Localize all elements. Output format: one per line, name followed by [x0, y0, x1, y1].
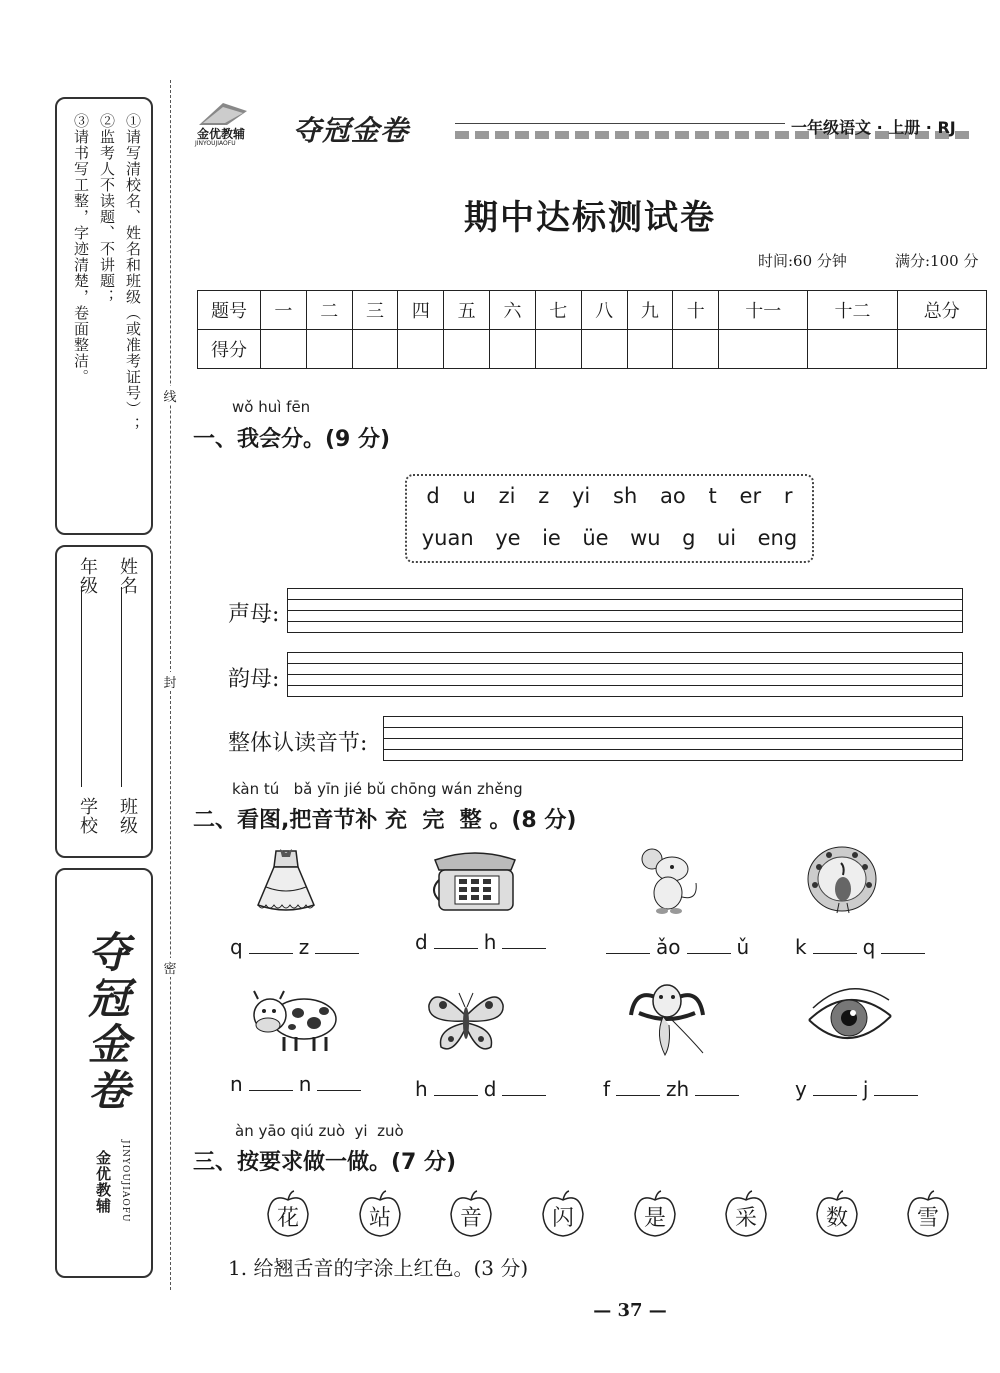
score-cell: 七: [535, 291, 581, 330]
answer-blank[interactable]: [249, 1072, 293, 1091]
cut-label-1: 线: [160, 386, 180, 405]
class-line[interactable]: [121, 687, 122, 787]
pinyin-item: ye: [495, 526, 521, 550]
pinyin-item: zi: [498, 484, 516, 508]
score-input[interactable]: [627, 330, 673, 369]
section2-title: 二、看图,把音节补 充 完 整 。(8 分): [193, 808, 577, 833]
header-bar: [185, 95, 975, 155]
book-logo-icon: [193, 97, 253, 127]
notice-line-2: ②监考人不读题、不讲题；: [98, 113, 116, 305]
kite-icon: [625, 975, 710, 1060]
section1-pinyin: wǒ huì fēn: [232, 398, 311, 416]
q-item-1: q z: [230, 935, 365, 959]
q-item-7: f zh: [603, 1077, 745, 1101]
page-number: — 37 —: [593, 1300, 667, 1321]
side-brand-small-en: JINYOUJIAOFU: [120, 1140, 130, 1223]
pinyin-item: yi: [571, 484, 591, 508]
notice-line-3: ③请书写工整，字迹清楚，卷面整洁。: [72, 113, 90, 385]
label-yunmu: 韵母:: [228, 667, 280, 692]
score-cell: 十: [673, 291, 719, 330]
score-input[interactable]: [352, 330, 398, 369]
butterfly-icon: [425, 985, 507, 1057]
score-table: [197, 290, 987, 369]
answer-blank[interactable]: [606, 935, 650, 954]
field-class: 班级: [117, 797, 138, 835]
apple-char[interactable]: 数: [814, 1190, 860, 1234]
score-cell: 总分: [897, 291, 986, 330]
apple-char[interactable]: 采: [723, 1190, 769, 1234]
score-cell: 二: [306, 291, 352, 330]
score-value-row: [198, 330, 987, 369]
apple-char[interactable]: 是: [632, 1190, 678, 1234]
pinyin-item: u: [462, 484, 476, 508]
pinyin-row-1: [407, 484, 812, 508]
writing-box-zhengti[interactable]: [383, 716, 963, 761]
header-rule: [455, 123, 785, 124]
notice-panel: [55, 97, 153, 535]
section3-title: 三、按要求做一做。(7 分): [193, 1150, 457, 1175]
side-brand-big: 夺冠金卷: [82, 930, 131, 1114]
exam-full: 满分:100 分: [895, 252, 979, 270]
score-header-row: [198, 291, 987, 330]
answer-blank[interactable]: [434, 930, 478, 949]
pinyin-item: ie: [542, 526, 561, 550]
answer-blank[interactable]: [813, 1077, 857, 1096]
answer-blank[interactable]: [695, 1077, 739, 1096]
score-cell: 六: [490, 291, 536, 330]
cut-label-3: 密: [160, 958, 180, 977]
field-name: 姓名: [117, 557, 138, 595]
name-line[interactable]: [121, 587, 122, 687]
q-item-4: k q: [795, 935, 931, 959]
pinyin-item: sh: [613, 484, 638, 508]
header-brand-big: 夺冠金卷: [293, 114, 410, 147]
score-input[interactable]: [490, 330, 536, 369]
score-cell: 题号: [198, 291, 261, 330]
q-item-2: d h: [415, 930, 552, 954]
pinyin-item: g: [682, 526, 696, 550]
score-input[interactable]: [398, 330, 444, 369]
field-grade: 年级: [77, 557, 98, 595]
q-item-8: y j: [795, 1077, 924, 1101]
answer-blank[interactable]: [434, 1077, 478, 1096]
answer-blank[interactable]: [616, 1077, 660, 1096]
apple-char[interactable]: 音: [448, 1190, 494, 1234]
answer-blank[interactable]: [249, 935, 293, 954]
score-cell: 五: [444, 291, 490, 330]
skirt-icon: [250, 845, 322, 915]
q-item-5: n n: [230, 1072, 367, 1096]
pinyin-item: yuan: [421, 526, 474, 550]
score-input[interactable]: [444, 330, 490, 369]
notice-line-1: ①请写清校名、姓名和班级（或准考证号）；: [124, 113, 142, 433]
writing-box-yunmu[interactable]: [287, 652, 963, 697]
writing-box-shengmu[interactable]: [287, 588, 963, 633]
pinyin-item: t: [708, 484, 717, 508]
apple-char[interactable]: 雪: [905, 1190, 951, 1234]
score-cell: 九: [627, 291, 673, 330]
section3-q1: 1. 给翘舌音的字涂上红色。(3 分): [228, 1256, 529, 1280]
exam-time: 时间:60 分钟: [758, 252, 847, 270]
notice-lines: [123, 113, 143, 523]
cut-label-2: 封: [160, 672, 180, 691]
answer-blank[interactable]: [315, 935, 359, 954]
answer-blank[interactable]: [813, 935, 857, 954]
pinyin-item: r: [783, 484, 793, 508]
section1-title: 一、我会分。(9 分): [193, 427, 391, 452]
answer-blank[interactable]: [874, 1077, 918, 1096]
score-cell: 四: [398, 291, 444, 330]
apple-char[interactable]: 花: [265, 1190, 311, 1234]
mouse-icon: [638, 845, 703, 917]
pinyin-item: ui: [716, 526, 737, 550]
pinyin-item: z: [538, 484, 550, 508]
score-input[interactable]: [897, 330, 986, 369]
score-cell: 一: [261, 291, 307, 330]
section2-pinyin: kàn tú bǎ yīn jié bǔ chōng wán zhěng: [232, 780, 523, 798]
grade-line[interactable]: [81, 587, 82, 687]
field-school: 学校: [77, 797, 98, 835]
score-cell: 八: [581, 291, 627, 330]
section3-pinyin: àn yāo qiú zuò yi zuò: [235, 1122, 404, 1140]
score-input[interactable]: [673, 330, 719, 369]
school-line[interactable]: [81, 687, 82, 787]
apple-char[interactable]: 站: [357, 1190, 403, 1234]
pinyin-item: üe: [582, 526, 609, 550]
brand-panel: [55, 868, 153, 1278]
answer-blank[interactable]: [502, 1077, 546, 1096]
score-input[interactable]: [535, 330, 581, 369]
label-shengmu: 声母:: [228, 602, 280, 627]
pinyin-box: [405, 474, 814, 563]
header-brand-small-en: JINYOUJIAOFU: [195, 140, 236, 147]
score-input[interactable]: [719, 330, 808, 369]
header-subject: 一年级语文 · 上册 · RJ: [791, 118, 956, 137]
score-input[interactable]: [261, 330, 307, 369]
score-cell: 十二: [808, 291, 897, 330]
pinyin-row-2: [407, 526, 812, 550]
pinyin-item: wu: [630, 526, 661, 550]
apple-char[interactable]: 闪: [540, 1190, 586, 1234]
pinyin-item: eng: [757, 526, 798, 550]
q-item-6: h d: [415, 1077, 552, 1101]
telephone-icon: [425, 850, 525, 915]
answer-blank[interactable]: [881, 935, 925, 954]
peacock-icon: [805, 845, 880, 917]
score-input[interactable]: [581, 330, 627, 369]
score-row-label: 得分: [198, 330, 261, 369]
label-zhengti: 整体认读音节:: [228, 731, 368, 756]
score-input[interactable]: [306, 330, 352, 369]
pinyin-item: d: [426, 484, 440, 508]
score-cell: 十一: [719, 291, 808, 330]
score-input[interactable]: [808, 330, 897, 369]
pinyin-item: ao: [660, 484, 686, 508]
answer-blank[interactable]: [687, 935, 731, 954]
info-panel: [55, 545, 153, 858]
exam-title: 期中达标测试卷: [464, 198, 716, 238]
eye-icon: [805, 980, 895, 1060]
q-item-3: ǎo ǔ: [600, 935, 749, 959]
pinyin-item: er: [739, 484, 762, 508]
side-brand-small: 金优教辅: [94, 1150, 112, 1214]
answer-blank[interactable]: [502, 930, 546, 949]
cow-icon: [248, 985, 343, 1055]
score-cell: 三: [352, 291, 398, 330]
answer-blank[interactable]: [317, 1072, 361, 1091]
header-brand-small: 金优教辅: [197, 127, 246, 141]
